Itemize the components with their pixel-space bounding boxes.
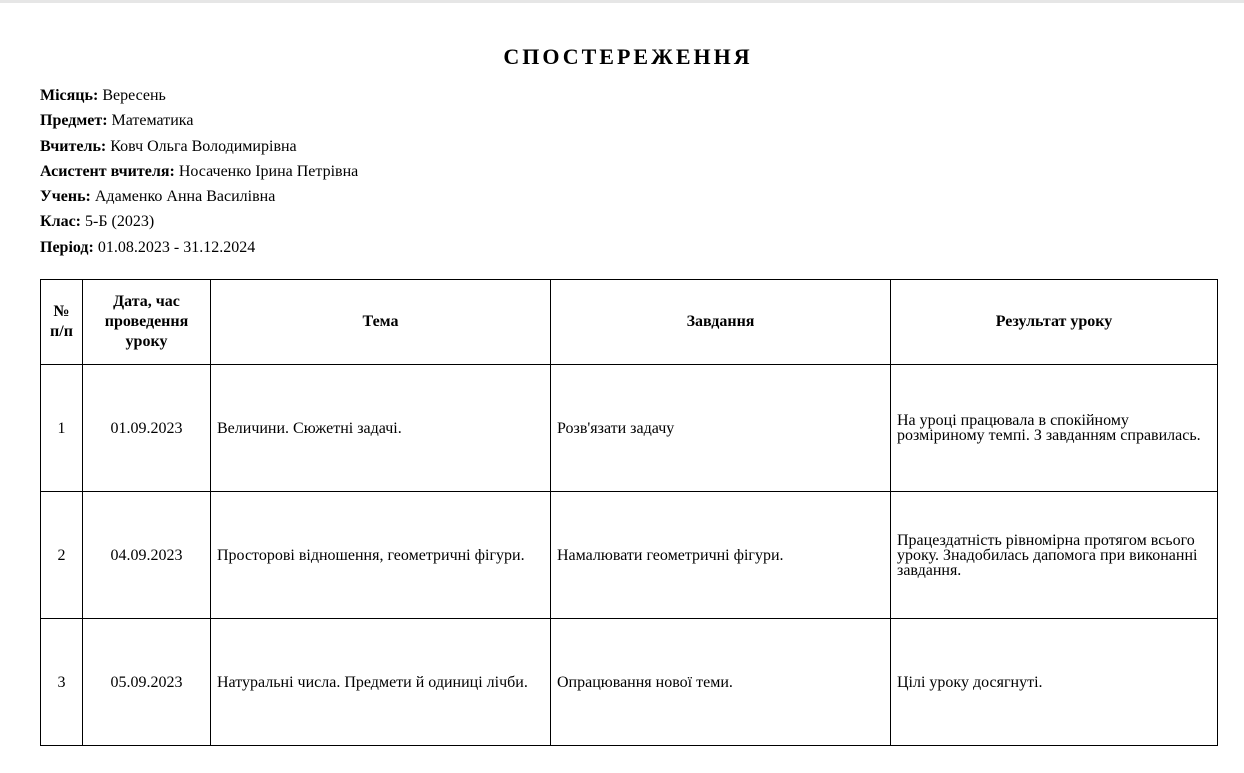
meta-subject (40, 108, 358, 133)
meta-teacher (40, 134, 358, 159)
meta-student-value: Адаменко Анна Василівна (94, 188, 276, 206)
row-topic: Натуральні числа. Предмети й одиниці лічби. (211, 619, 551, 746)
row-result: На уроці працювала в спокійному розміриному темпі. З завданням справилась. (891, 365, 1218, 492)
row-task: Розв'язати задачу (551, 365, 891, 492)
header-date: Дата, час проведення уроку (83, 280, 211, 365)
meta-teacher-label: Вчитель: (40, 137, 107, 155)
row-date: 04.09.2023 (83, 492, 211, 619)
document-title: СПОСТЕРЕЖЕННЯ (503, 44, 753, 69)
row-date: 05.09.2023 (83, 619, 211, 746)
meta-subject-value: Математика (111, 112, 194, 130)
meta-class-value: 5-Б (2023) (85, 213, 155, 231)
meta-teacher-value: Ковч Ольга Володимирівна (110, 137, 297, 155)
meta-subject-label: Предмет: (40, 112, 108, 130)
meta-period-label: Період: (40, 238, 94, 256)
meta-student (40, 184, 358, 209)
table-header-row (41, 280, 1218, 365)
row-task: Намалювати геометричні фігури. (551, 492, 891, 619)
table-row (41, 619, 1218, 746)
meta-assistant-value: Носаченко Ірина Петрівна (178, 162, 359, 180)
meta-period-value: 01.08.2023 - 31.12.2024 (97, 238, 256, 256)
table-row (41, 365, 1218, 492)
row-number: 2 (41, 492, 83, 619)
meta-month-label: Місяць: (40, 87, 99, 104)
meta-assistant (40, 159, 358, 184)
meta-period (40, 235, 358, 260)
meta-student-label: Учень: (40, 188, 91, 206)
table-row (41, 492, 1218, 619)
meta-assistant-label: Асистент вчителя: (40, 162, 175, 180)
meta-info (40, 83, 358, 260)
row-topic: Просторові відношення, геометричні фігури. (211, 492, 551, 619)
header-number: № п/п (41, 280, 83, 365)
top-border-strip (0, 0, 1244, 3)
row-number: 1 (41, 365, 83, 492)
header-topic: Тема (211, 280, 551, 365)
observations-table (40, 279, 1218, 746)
meta-month (40, 83, 358, 108)
meta-class (40, 209, 358, 234)
row-result: Цілі уроку досягнуті. (891, 619, 1218, 746)
header-task: Завдання (551, 280, 891, 365)
meta-month-value: Вересень (102, 87, 166, 104)
header-result: Результат уроку (891, 280, 1218, 365)
row-task: Опрацювання нової теми. (551, 619, 891, 746)
row-date: 01.09.2023 (83, 365, 211, 492)
row-topic: Величини. Сюжетні задачі. (211, 365, 551, 492)
row-result: Працездатність рівномірна протягом всього уроку. Знадобилась дапомога при виконанні завдання. (891, 492, 1218, 619)
row-number: 3 (41, 619, 83, 746)
meta-class-label: Клас: (40, 213, 82, 231)
